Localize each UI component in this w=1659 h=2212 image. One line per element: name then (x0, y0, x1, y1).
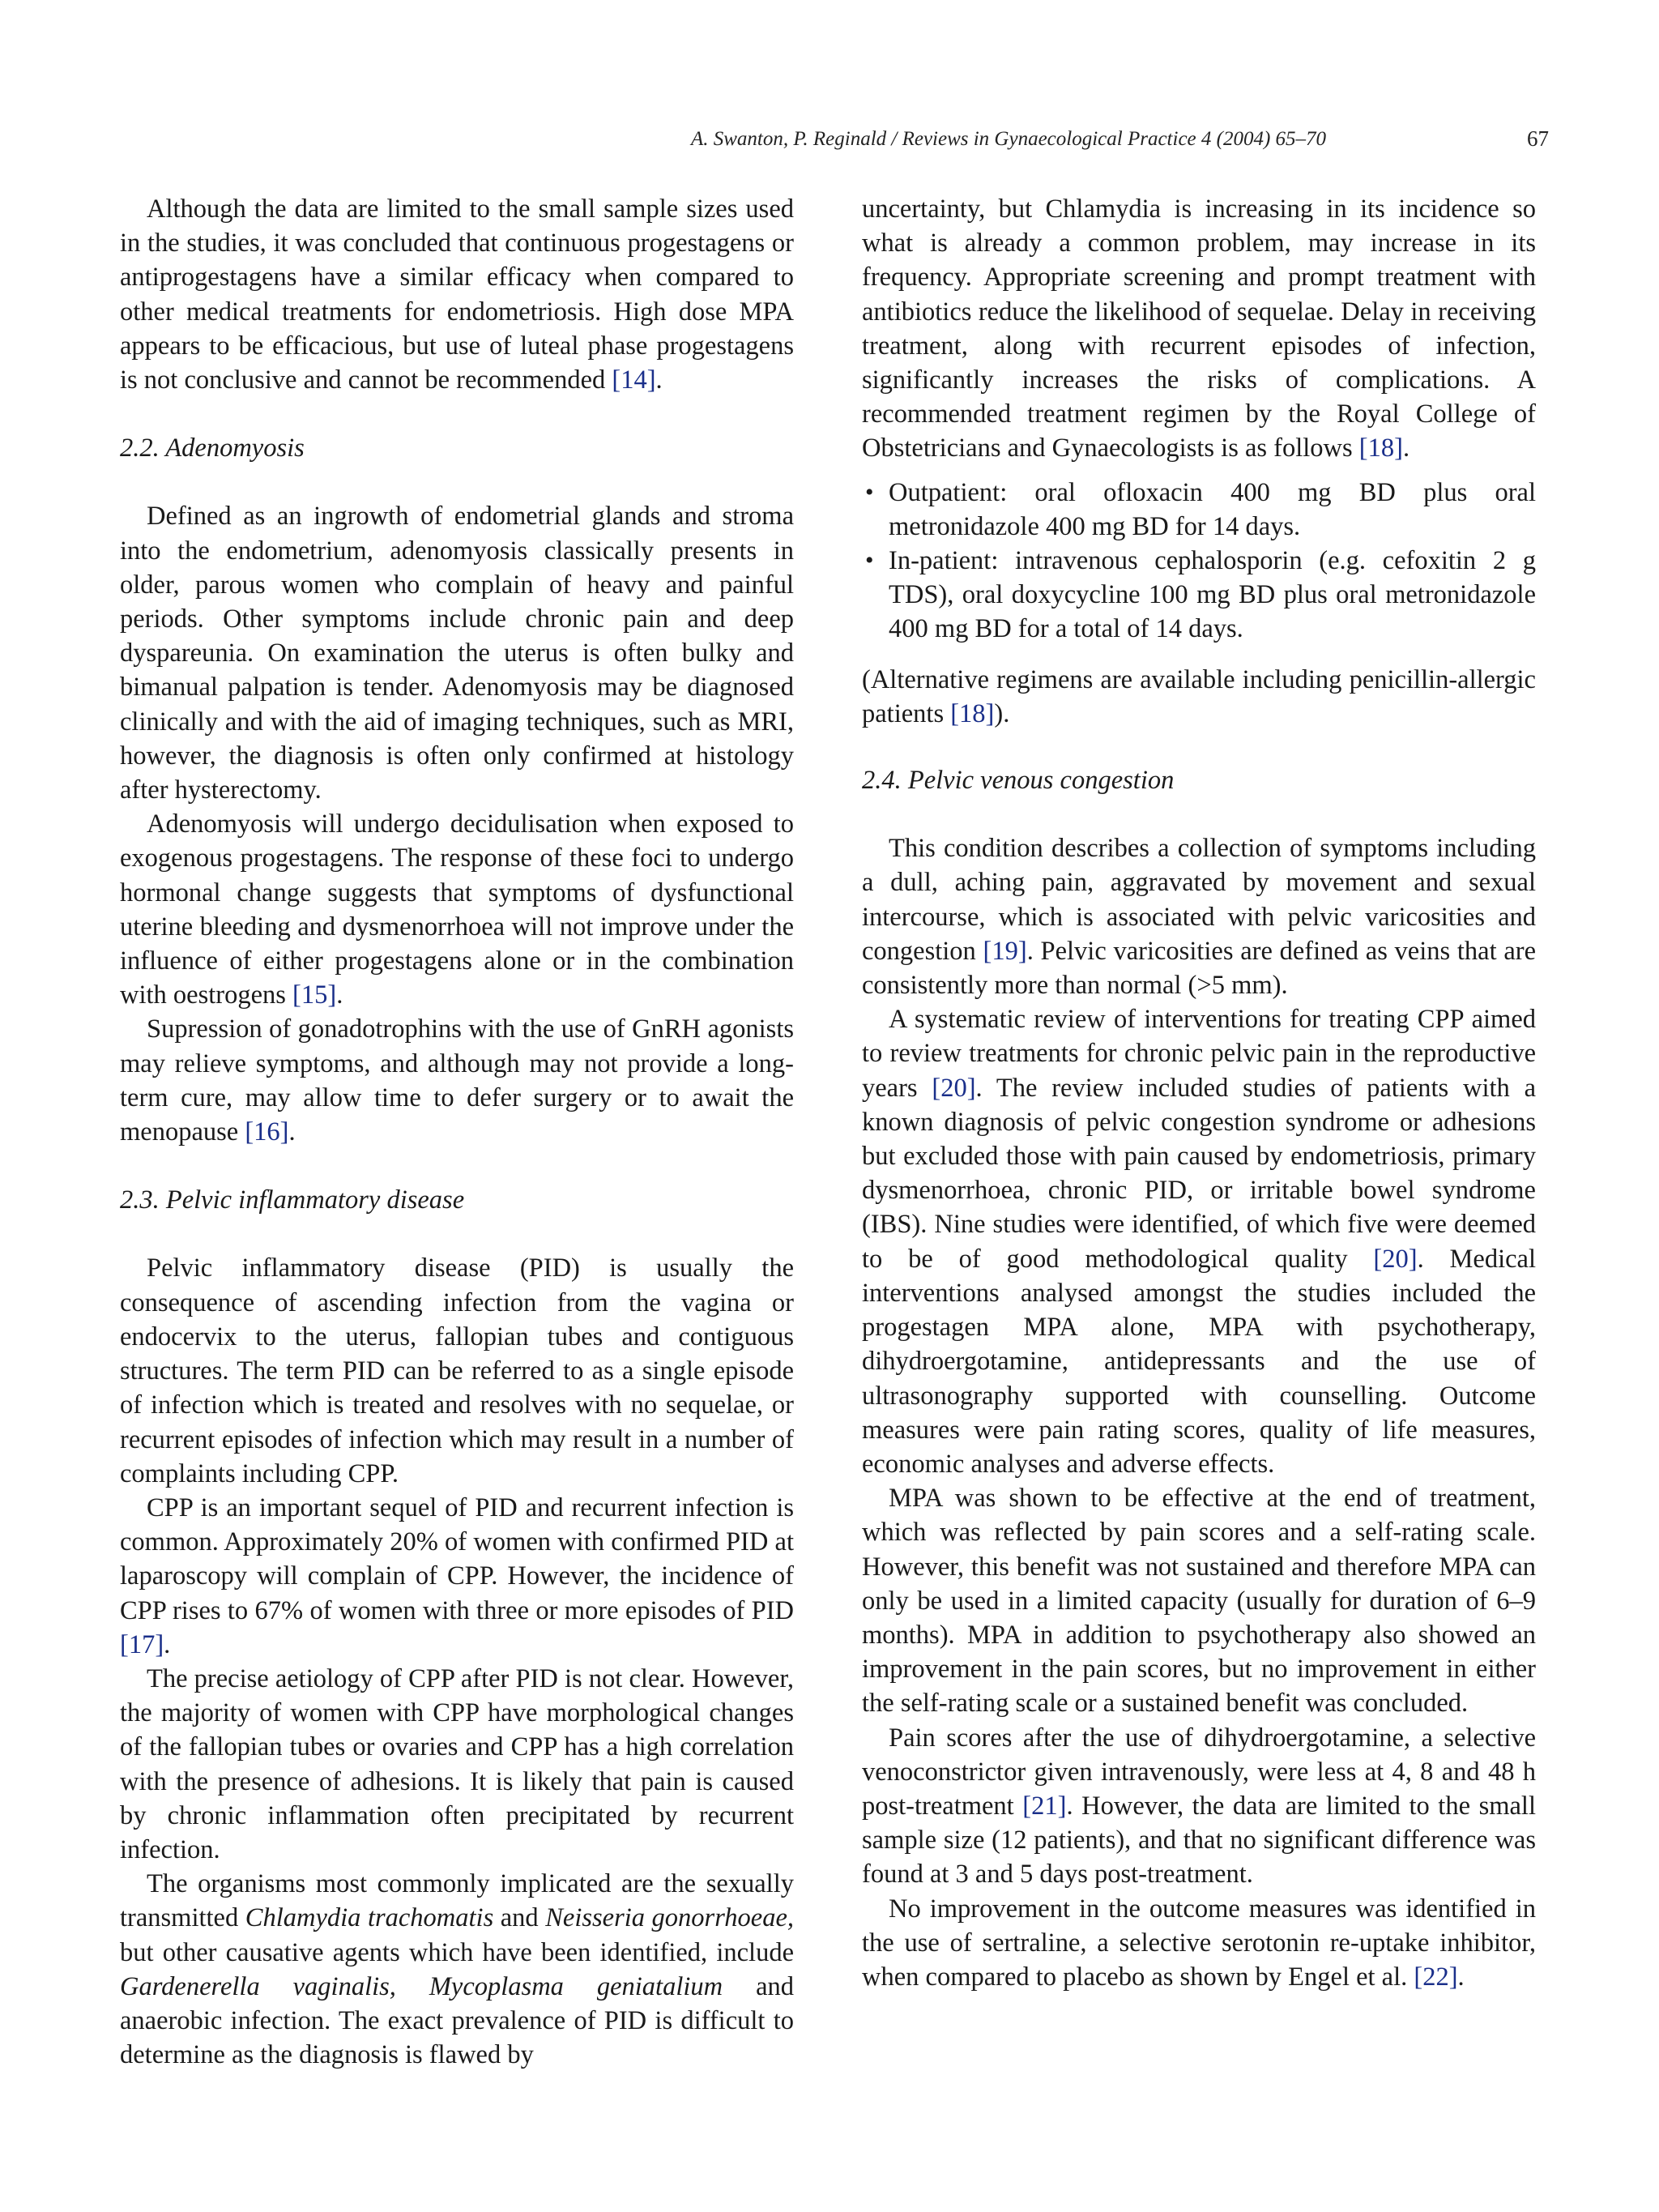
bullet-icon: • (865, 547, 874, 574)
citation-link[interactable]: [18] (950, 698, 995, 728)
paragraph-tail: . (288, 1117, 296, 1147)
species-name: Chlamydia trachomatis (245, 1903, 494, 1933)
paragraph (862, 1721, 1536, 1892)
citation-link[interactable]: [18] (1358, 433, 1403, 463)
paragraph-text: CPP is an important sequel of PID and recurrent infection is common. Approximately 20% of women with confirmed PID at laparoscopy will complain of CPP. However, the incidence of CPP rises to 67% of women with three or more episodes of PID (120, 1492, 794, 1625)
left-column (120, 192, 794, 2072)
paragraph (120, 1867, 794, 2072)
list-item (862, 544, 1536, 647)
paragraph-text: but other causative agents which have been identified, include (120, 1937, 794, 1967)
species-name: Neisseria gonorrhoeae, (545, 1903, 794, 1933)
paragraph-tail: . (1402, 433, 1410, 463)
paragraph-text: Supression of gonadotrophins with the use of GnRH agonists may relieve symptoms, and although may not provide a long-term cure, may allow time to defer surgery or to await the menopause (120, 1014, 794, 1147)
list-item-text: In-patient: intravenous cephalosporin (e.g. cefoxitin 2 g TDS), oral doxycycline 100 mg BD plus oral metronidazole 400 mg BD for a total of 14 days. (889, 546, 1536, 644)
paragraph-text: Although the data are limited to the small sample sizes used in the studies, it was concluded that continuous progestagens or antiprogestagens have a similar efficacy when compared to other medical treatments for endometriosis. High dose MPA appears to be efficacious, but use of luteal phase progestagens is not conclusive and cannot be recommended (120, 194, 794, 395)
paragraph: MPA was shown to be effective at the end of treatment, which was reflected by pain scores and a self-rating scale. However, this benefit was not sustained and therefore MPA can only be used in a limited capacity (usually for duration of 6–9 months). MPA in addition to psychotherapy also showed an improvement in the pain scores, but no improvement in either the self-rating scale or a sustained benefit was concluded. (862, 1484, 1536, 1719)
bullet-icon: • (865, 478, 874, 506)
page-number: 67 (1527, 126, 1549, 151)
paragraph-tail: . However, the data are limited to the small sample size (12 patients), and that no significant difference was found at 3 and 5 days post-treatment. (862, 1791, 1536, 1890)
paragraph-text: uncertainty, but Chlamydia is increasing in its incidence so what is already a common problem, may increase in its frequency. Appropriate screening and prompt treatment with antibiotics reduce the likelihood of sequelae. Delay in receiving treatment, along with recurrent episodes of infection, significantly increases the risks of complications. A recommended treatment regimen by the Royal College of Obstetricians and Gynaecologists is as follows (862, 194, 1536, 463)
paragraph-text: This condition describes a collection of symptoms including a dull, aching pain, aggravated by movement and sexual intercourse, which is associated with pelvic varicosities and congestion (862, 834, 1536, 966)
paragraph-text: No improvement in the outcome measures was identified in the use of sertraline, a selective serotonin re-uptake inhibitor, when compared to placebo as shown by Engel et al. (862, 1894, 1536, 1992)
section-heading-pid: 2.3. Pelvic inflammatory disease (120, 1185, 465, 1215)
treatment-list (862, 476, 1536, 647)
paragraph-tail: . Pelvic varicosities are defined as veins that are consistently more than normal (>5 mm). (862, 936, 1537, 1001)
paragraph-tail: . (164, 1629, 171, 1659)
paragraph-tail: . (1457, 1962, 1465, 1992)
paragraph-tail: . (336, 980, 343, 1010)
paragraph (862, 831, 1536, 1002)
citation-link[interactable]: [17] (120, 1629, 164, 1659)
species-name: Gardenerella vaginalis, Mycoplasma geniatalium (120, 1971, 723, 2001)
citation-link[interactable]: [20] (932, 1073, 976, 1103)
citation-link[interactable]: [22] (1414, 1962, 1458, 1992)
paragraph-tail: ). (994, 698, 1010, 728)
list-item-text: Outpatient: oral ofloxacin 400 mg BD plus oral metronidazole 400 mg BD for 14 days. (889, 477, 1536, 541)
citation-link[interactable]: [20] (1373, 1244, 1418, 1274)
citation-link[interactable]: [21] (1022, 1791, 1067, 1821)
paragraph-text: . Medical interventions analysed amongst the studies included the progestagen MPA alone, MPA with psychotherapy, dihydroergotamine, antidepressants and the use of ultrasonography supported with counselling. Outcome measures were pain rating scores, quality of life measures, economic analyses and adverse effects. (862, 1244, 1536, 1479)
list-item (862, 476, 1536, 544)
paragraph-text: Adenomyosis will undergo decidulisation when exposed to exogenous progestagens. The response of these foci to undergo hormonal change suggests that symptoms of dysfunctional uterine bleeding and dysmenorrhoea will not improve under the influence of either progestagens alone or in the combination with oestrogens (120, 809, 794, 1010)
paragraph-text: and (493, 1903, 546, 1933)
right-column (862, 192, 1536, 1994)
paragraph (862, 1892, 1536, 1995)
paragraph (120, 807, 794, 1012)
paragraph-text: and anaerobic infection. The exact prevalence of PID is difficult to determine as the diagnosis is flawed by (120, 1971, 794, 2070)
paragraph-text: The organisms most commonly implicated are the sexually transmitted (120, 1869, 794, 1933)
paragraph (120, 1491, 794, 1662)
section-heading-adenomyosis: 2.2. Adenomyosis (120, 433, 305, 463)
paragraph (862, 663, 1536, 731)
paragraph: Defined as an ingrowth of endometrial glands and stroma into the endometrium, adenomyosis classically presents in older, parous women who complain of heavy and painful periods. Other symptoms include chronic pain and deep dyspareunia. On examination the uterus is often bulky and bimanual palpation is tender. Adenomyosis may be diagnosed clinically and with the aid of imaging techniques, such as MRI, however, the diagnosis is often only confirmed at histology after hysterectomy. (120, 502, 794, 805)
paragraph: Pelvic inflammatory disease (PID) is usually the consequence of ascending infection from the vagina or endocervix to the uterus, fallopian tubes and contiguous structures. The term PID can be referred to as a single episode of infection which is treated and resolves with no sequelae, or recurrent episodes of infection which may result in a number of complaints including CPP. (120, 1253, 794, 1488)
paragraph (862, 192, 1536, 466)
paragraph-text: Pain scores after the use of dihydroergotamine, a selective venoconstrictor given intravenously, were less at 4, 8 and 48 h post-treatment (862, 1723, 1536, 1821)
paragraph: The precise aetiology of CPP after PID is not clear. However, the majority of women with CPP have morphological changes of the fallopian tubes or ovaries and CPP has a high correlation with the presence of adhesions. It is likely that pain is caused by chronic inflammation often precipitated by recurrent infection. (120, 1663, 794, 1864)
paragraph-tail: . (655, 365, 663, 395)
paragraph (862, 1002, 1536, 1481)
paragraph-text: A systematic review of interventions for treating CPP aimed to review treatments for chronic pelvic pain in the reproductive years (862, 1005, 1536, 1103)
citation-link[interactable]: [14] (612, 365, 656, 395)
paragraph-text: (Alternative regimens are available including penicillin-allergic patients (862, 664, 1536, 728)
citation-link[interactable]: [16] (245, 1117, 289, 1147)
citation-link[interactable]: [19] (983, 936, 1027, 966)
paragraph (120, 192, 794, 397)
citation-link[interactable]: [15] (292, 980, 337, 1010)
paragraph-text: . The review included studies of patients with a known diagnosis of pelvic congestion syndrome or adhesions but excluded those with pain caused by endometriosis, primary dysmenorrhoea, chronic PID, or irritable bowel syndrome (IBS). Nine studies were identified, of which five were deemed to be of good methodological quality (862, 1073, 1536, 1274)
section-heading-pelvic-venous-congestion: 2.4. Pelvic venous congestion (862, 766, 1175, 796)
running-head: A. Swanton, P. Reginald / Reviews in Gynaecological Practice 4 (2004) 65–70 (690, 128, 1327, 150)
paragraph (120, 1012, 794, 1149)
